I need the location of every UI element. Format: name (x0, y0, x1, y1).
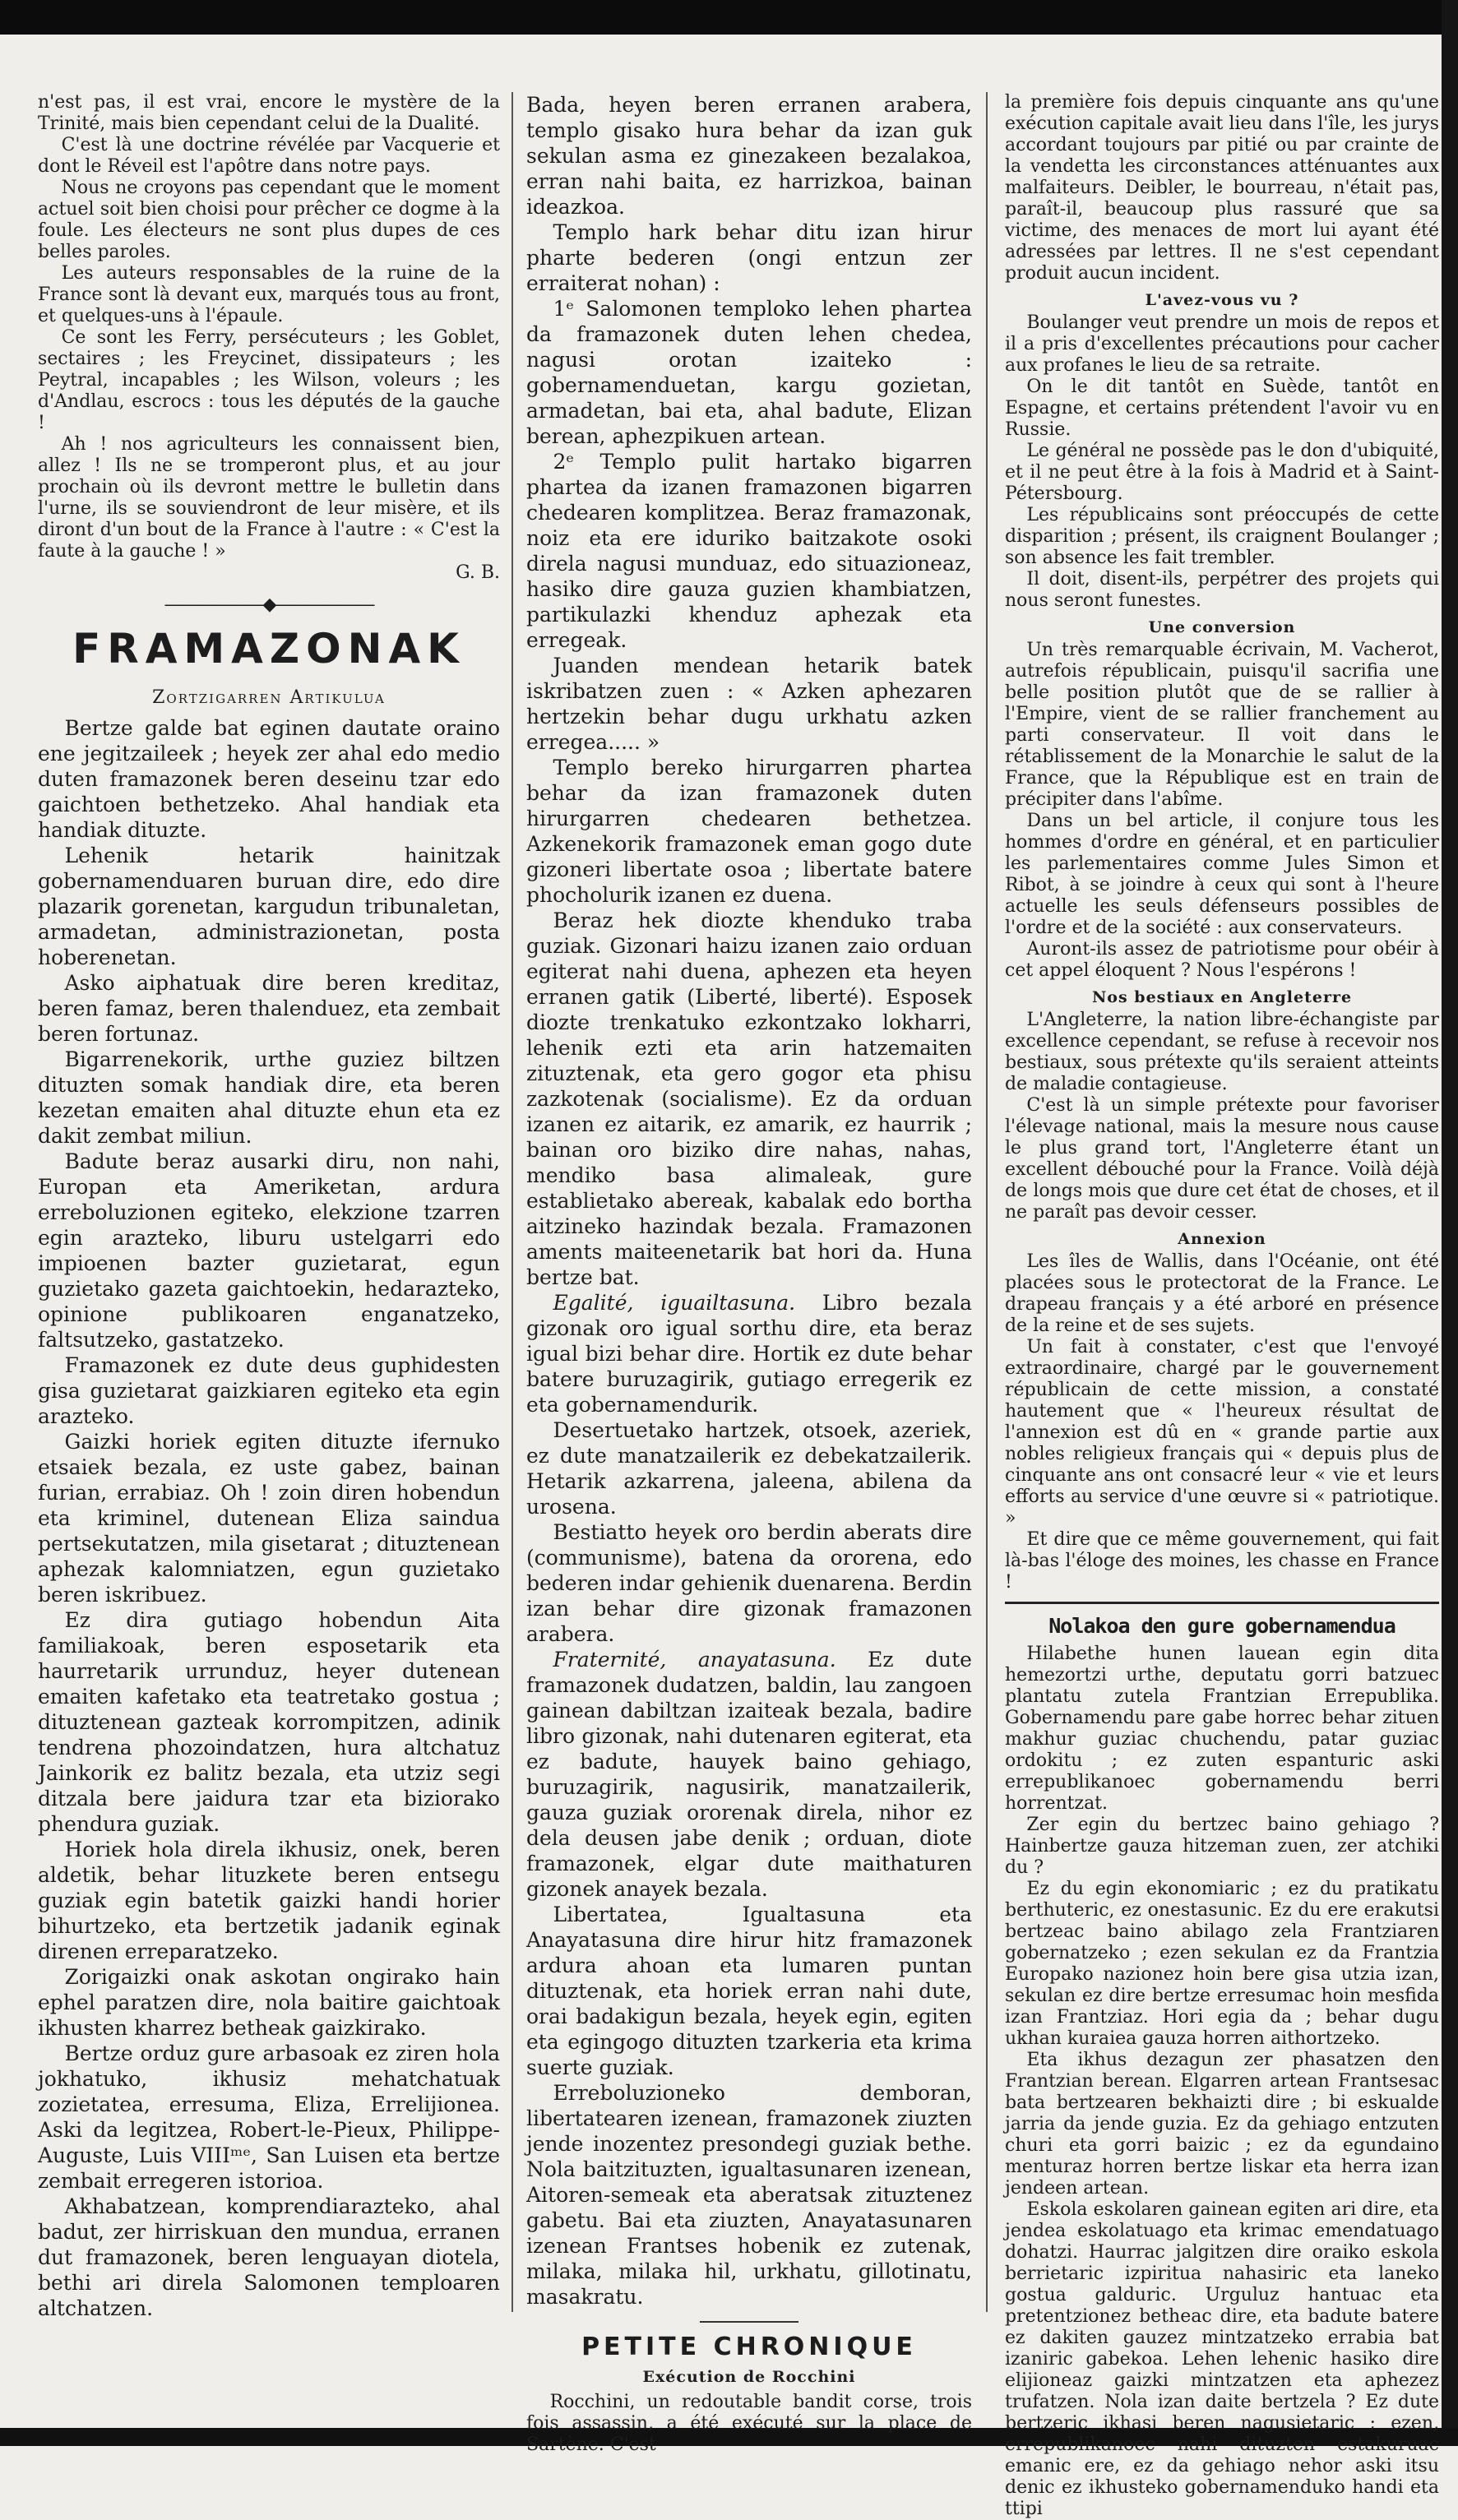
paragraph: Rocchini, un redoutable bandit corse, trois fois assassin, a été exécuté sur la place de Sartène. C'est (526, 2392, 972, 2455)
section-title: Annexion (1178, 1230, 1266, 1248)
column-rule (986, 92, 988, 2312)
paragraph: la première fois depuis cinquante ans qu'une exécution capitale avait lieu dans l'île, les jurys accordant toujours par pitié ou par crainte de la vendetta les circonstances atténuantes aux malfaiteurs. Deibler, le bourreau, n'était pas, paraît-il, beaucoup plus rassuré que sa victime, des menaces de mort lui ayant été adressées par lettres. Il ne s'est cependant produit aucun incident. (1005, 92, 1439, 284)
paragraph: Ez dira gutiago hobendun Aita familiakoak, beren esposetarik eta haurretarik urrunduz, heyer dutenean emaiten kafetako eta teatretako gostua ; dituztenean gazteak korrompitzen, adinik tendrena phozoindatzen, hura altchatuz Jainkorik ez balitz bezala, eta utziz segi ditzala bere jaidura tzar eta biziorako phendura guziak. (38, 1608, 500, 1836)
paragraph: Zer egin du bertzec baino gehiago ? Hainbertze gauza hitzeman zuen, zer atchiki du ? (1005, 1815, 1439, 1878)
paragraph: Zorigaizki onak askotan ongirako hain ephel paratzen dire, nola baitire gaichtoak ikhusten kharrez betheak gaizkirako. (38, 1965, 500, 2040)
paragraph: Templo hark behar ditu izan hirur pharte bederen (ongi entzun zer erraiterat nohan) : (526, 220, 972, 295)
paragraph: Il doit, disent-ils, perpétrer des projets qui nous seront funestes. (1005, 569, 1439, 611)
column-1 (38, 92, 500, 2321)
paragraph: Les îles de Wallis, dans l'Océanie, ont été placées sous le protectorat de la France. Le drapeau français y a été arboré en présence de la reine et de ses sujets. (1005, 1251, 1439, 1336)
paragraph: Les républicains sont préoccupés de cette disparition ; présent, ils craignent Boulanger ; son absence les fait trembler. (1005, 505, 1439, 568)
paragraph: 1ᵉ Salomonen temploko lehen phartea da framazonek duten lehen chedea, nagusi orotan izaiteko : gobernamenduetan, kargu gozietan, armadetan, bai eta, ahal badute, Elizan berean, aphezpikuen artean. (526, 297, 972, 448)
paragraph: Le général ne possède pas le don d'ubiquité, et il ne peut être à la fois à Madrid et à Saint-Pétersbourg. (1005, 441, 1439, 504)
paragraph: Akhabatzean, komprendiarazteko, ahal badut, zer hirriskuan den mundua, erranen dut framazonek, beren lenguayan diotela, bethi ari direla Salomonen temploaren altchatzen. (38, 2194, 500, 2320)
fraternite-text: Ez dute framazonek dudatzen, baldin, lau zangoen gainean dabiltzan izaiteak bezala, badire libro gizonak, nahi dutenaren egiterat, eta ez badute, hauyek baino gehiago, buruzagirik, nagusirik, manatzailerik, gauza guziak ororenak direla, nihor ez dela deusen jabe denik ; orduan, diote framazonek, elgar dute maithaturen gizonek anayek bezala. (526, 1648, 972, 1901)
paragraph: On le dit tantôt en Suède, tantôt en Espagne, et certains prétendent l'avoir vu en Russie. (1005, 377, 1439, 440)
paragraph: Nous ne croyons pas cependant que le moment actuel soit bien choisi pour prêcher ce dogme à la foule. Les électeurs ne sont plus dupes de ces belles paroles. (38, 178, 500, 262)
section-title: L'avez-vous vu ? (1145, 291, 1299, 309)
headline-framazonak: FRAMAZONAK (72, 625, 465, 673)
paragraph (526, 1290, 972, 1417)
paragraph: Badute beraz ausarki diru, non nahi, Europan eta Ameriketan, ardura erreboluzionen egiteko, elekzione tzarren egin arazteko, liburu ustelgarri edo impioenen bazter guzietarat, egun guzietako gazeta gaichtoekin, hedarazteko, opinione publikoaren enganatzeko, faltsutzeko, gastatzeko. (38, 1149, 500, 1352)
divider (700, 2321, 798, 2323)
paragraph: Bada, heyen beren erranen arabera, templo gisako hura behar da izan guk sekulan asma ez ginezakeen bezalakoa, erran nahi baita, ez harrizkoa, bainan ideazkoa. (526, 93, 972, 219)
paragraph: Et dire que ce même gouvernement, qui fait là-bas l'éloge des moines, les chasse en France ! (1005, 1529, 1439, 1593)
paragraph: Asko aiphatuak dire beren kreditaz, beren famaz, beren thalenduez, eta zembait beren fortunaz. (38, 971, 500, 1046)
paragraph (526, 1647, 972, 1902)
paragraph: Erreboluzioneko demboran, libertatearen izenean, framazonek ziuzten jende inozentez presondegi guziak bethe. Nola baitzituzten, igualtasunaren izenean, Aitoren-semeak eta aberatsak zituztenez gabetu. Bai eta ziuzten, Anayatasunaren izenean Frantses hobenik ez zutenak, milaka, milaka hil, urkhatu, gillotinatu, masakratu. (526, 2081, 972, 2309)
paragraph: Juanden mendean hetarik batek iskribatzen zuen : « Azken aphezaren hertzekin behar dugu urkhatu azken erregea..... » (526, 654, 972, 754)
paragraph: Auront-ils assez de patriotisme pour obéir à cet appel éloquent ? Nous l'espérons ! (1005, 939, 1439, 981)
paragraph: Beraz hek diozte khenduko traba guziak. Gizonari haizu izanen zaio orduan egiterat nahi duena, aphezen eta heyen erranen gatik (Liberté, liberté). Esposek diozte trenkatuko ezkontzako lokharri, lehenik ezti eta arin hatzemaiten zituztenak, eta gero gogor eta phisu zazkotenak (socialisme). Ez da orduan izanen ez aitarik, ez amarik, ez haurrik ; bainan oro biziko dire nahas, nahas, mendiko basa alimaleak, gure establietako abereak, kabalak edo bortha aitzineko hazindak bezala. Framazonen aments maiteenetarik bat hori da. Huna bertze bat. (526, 909, 972, 1289)
paragraph: 2ᵉ Templo pulit hartako bigarren phartea da izanen framazonen bigarren chedearen komplitzea. Beraz framazonak, noiz eta ere iduriko baitzakote osoki direla nagusi munduaz, edo situazioneaz, hasiko dire gauza guzien khambiatzen, partikulazki khenduz aphezak eta erregeak. (526, 450, 972, 652)
paragraph: Eskola eskolaren gainean egiten ari dire, eta jendea eskolatuago eta krimac emendatuago dohatzi. Haurrac jalgitzen dire oraiko eskola berrietaric izpiritua nahasiric eta laneko gostua galduric. Urguluz hantuac eta pretentzionez betheac dire, eta badute batere ez dakiten gauzez mintzatzeko errabia bat izaniric gabekoa. Lehen lehenic hasiko dire elijioneaz gaizki mintzatzen eta aphezez trufatzen. Nola izan daite bertzela ? Ez dute bertzeric ikhasi beren nagusietaric ; ezen, errepublikanoec nahi dituzten estakuruac emanic ere, ez da gehiago nehor aski itsu denic ez ikhusteko gobernamenduko handi eta ttipi (1005, 2199, 1439, 2519)
paragraph: Lehenik hetarik hainitzak gobernamenduaren buruan dire, edo dire plazarik gorenetan, kargudun tribunaletan, armadetan, administrazionetan, posta hoberenetan. (38, 844, 500, 969)
fraternite-label: Fraternité, anayatasuna. (553, 1648, 836, 1672)
paragraph: L'Angleterre, la nation libre-échangiste par excellence cependant, se refuse à recevoir nos bestiaux, sous prétexte qu'ils seraient atteints de maladie contagieuse. (1005, 1010, 1439, 1094)
paragraph: Un fait à constater, c'est que l'envoyé extraordinaire, chargé par le gouvernement républicain de cette mission, a constaté hautement que « l'heureux résultat de l'annexion est dû en « grande partie aux nobles religieux français qui « depuis plus de cinquante ans ont consacré leur « vie et leurs efforts au service d'une œuvre si « patriotique. » (1005, 1337, 1439, 1528)
paragraph: Bestiatto heyek oro berdin aberats dire (communisme), batena da ororena, edo bederen indar gehienik duenarena. Berdin izan behar dire gizonak framazonen arabera. (526, 1520, 972, 1646)
paragraph: Gaizki horiek egiten dituzte ifernuko etsaiek bezala, ez uste gabez, bainan furian, errabiaz. Oh ! zoin diren hobendun eta kriminel, dutenean Eliza saindua pertsekutatzen, mila gisetarat ; dituztenean aphezak kalomniatzen, egun guzietako beren iskribuez. (38, 1430, 500, 1607)
gobernamendua-heading: Nolakoa den gure gobernamendua (1048, 1614, 1396, 1638)
paragraph: Boulanger veut prendre un mois de repos et il a pris d'excellentes précautions pour cacher aux profanes le lieu de sa retraite. (1005, 312, 1439, 376)
divider (1005, 1602, 1439, 1604)
paragraph: n'est pas, il est vrai, encore le mystère de la Trinité, mais bien cependant celui de la Dualité. (38, 92, 500, 134)
egalite-text: Libro bezala gizonak oro igual sorthu dire, eta beraz igual bizi behar dire. Hortik ez dute behar batere buruzagirik, gutiago erregerik ez eta gobernamendurik. (526, 1291, 973, 1417)
paragraph: Les auteurs responsables de la ruine de la France sont là devant eux, marqués tous au front, et quelques-uns à l'épaule. (38, 263, 500, 326)
section-title: Exécution de Rocchini (642, 2368, 856, 2386)
paragraph: Ah ! nos agriculteurs les connaissent bien, allez ! Ils ne se tromperont plus, et au jour prochain où ils devront mettre le bulletin dans l'urne, ils se souviendront de leur misère, et ils diront d'un bout de la France à l'autre : « C'est la faute à la gauche ! » (38, 434, 500, 562)
paragraph: Bertze galde bat eginen dautate oraino ene jegitzaileek ; heyek zer ahal edo medio duten framazonek beren deseinu tzar edo gaichtoen bethetzeko. Ahal handiak eta handiak dituzte. (38, 716, 500, 842)
paragraph: Dans un bel article, il conjure tous les hommes d'ordre en général, et en particulier les parlementaires comme Jules Simon et Ribot, à se joindre à ceux qui sont à l'heure actuelle les seuls défenseurs possibles de l'ordre et de la société : aux conservateurs. (1005, 811, 1439, 938)
paragraph: Bigarrenekorik, urthe guziez biltzen dituzten somak handiak dire, eta beren kezetan emaiten ahal dituzte ehun eta ez dakit zembat miliun. (38, 1047, 500, 1148)
paragraph: Bertze orduz gure arbasoak ez ziren hola jokhatuko, ikhusiz mehatchatuak zozietatea, erresuma, Eliza, Errelijionea. Aski da legitzea, Robert-le-Pieux, Philippe-Auguste, Luis VIIIᵐᵉ, San Luisen eta bertze zembait erregeren istorioa. (38, 2041, 500, 2193)
paragraph: Hilabethe hunen lauean egin dita hemezortzi urthe, deputatu gorri batzuec plantatu zutela Frantzian Errepublika. Gobernamendu pare gabe horrec behar zituen makhur guziac chuchendu, patar guziac ordokitu ; ez zuten espanturic aski errepublikanoec gobernamendu berri horrentzat. (1005, 1644, 1439, 1814)
ornament-divider: ——————◆—————— (164, 594, 374, 615)
paragraph: Horiek hola direla ikhusiz, onek, beren aldetik, behar lituzkete beren entsegu guziak egin batetik gaizki handi horier bihurtzeko, eta bertzetik jadanik eginak direnen erreparatzeko. (38, 1838, 500, 1963)
paragraph: Templo bereko hirurgarren phartea behar da izan framazonek duten hirurgarren chedearen bethetzea. Azkenekorik framazonek eman gogo dute gizoneri libertate osoa ; libertate batere phocholurik izanen ez duena. (526, 756, 972, 907)
paragraph: Ez du egin ekonomiaric ; ez du pratikatu berthuteric, ez onestasunic. Ez du ere erakutsi bertzeac baino abilago zela Frantziaren gobernatzeko ; ezen sekulan ez da Frantzia Europako nazionez hoin bere gisa utzia izan, sekulan ez dire bertze erresumac hoin mesfida izan Frantziaz. Hori egia da ; behar dugu ukhan kuraiea gauza horren aithortzeko. (1005, 1879, 1439, 2049)
intro-article (38, 92, 500, 584)
scan-top-border (0, 0, 1458, 35)
subheading: Zortzigarren Artikulua (152, 687, 386, 708)
section-title: Une conversion (1148, 618, 1296, 636)
paragraph: Eta ikhus dezagun zer phasatzen den Frantzian berean. Elgarren artean Frantsesac bata bertzearen bekhaizti dire ; bi eskualde jarria da jende guzia. Ez da gehiago entzuten churi eta gorri baizic ; ez da egundaino menturaz horren bertze liskar eta herra izan jendeen artean. (1005, 2050, 1439, 2199)
paragraph: Libertatea, Igualtasuna eta Anayatasuna dire hirur hitz framazonek ardura ahoan eta lumaren puntan dituztenak, eta horiek erran nahi dute, orai badakigun bezala, heyek egin, egiten eta egingogo dituzten tzarkeria eta krima suerte guziak. (526, 1903, 972, 2079)
paragraph: C'est là un simple prétexte pour favoriser l'élevage national, mais la mesure nous cause le plus grand tort, l'Angleterre étant un excellent débouché pour la France. Voilà déjà de longs mois que dure cet état de choses, et il ne paraît pas devoir cesser. (1005, 1095, 1439, 1223)
column-rule (511, 92, 513, 2312)
column-3 (1005, 92, 1439, 2520)
egalite-label: Egalité, iguailtasuna. (553, 1291, 796, 1315)
column-2 (526, 92, 972, 2456)
paragraph: Desertuetako hartzek, otsoek, azeriek, ez dute manatzailerik ez debekatzailerik. Hetarik azkarrena, jaleena, abilena da urosena. (526, 1418, 972, 1519)
paragraph: C'est là une doctrine révélée par Vacquerie et dont le Réveil est l'apôtre dans notre pays. (38, 135, 500, 177)
signature: G. B. (456, 562, 500, 583)
paragraph: Un très remarquable écrivain, M. Vacherot, autrefois républicain, puisqu'il sacrifia une belle position plutôt que de se rallier à l'Empire, vient de se rallier franchement au parti conservateur. Il voit dans le rétablissement de la Monarchie le salut de la France, que la République est en train de précipiter dans l'abîme. (1005, 640, 1439, 810)
scan-right-border (1442, 0, 1458, 2446)
paragraph: Ce sont les Ferry, persécuteurs ; les Goblet, sectaires ; les Freycinet, dissipateurs ; les Peytral, incapables ; les Wilson, voleurs ; les d'Andlau, escrocs : tous les députés de la gauche ! (38, 327, 500, 433)
section-title: Nos bestiaux en Angleterre (1091, 988, 1353, 1006)
paragraph: Framazonek ez dute deus guphidesten gisa guzietarat gaizkiaren egiteko eta egin arazteko. (38, 1353, 500, 1428)
petite-chronique-heading: PETITE CHRONIQUE (581, 2333, 917, 2361)
